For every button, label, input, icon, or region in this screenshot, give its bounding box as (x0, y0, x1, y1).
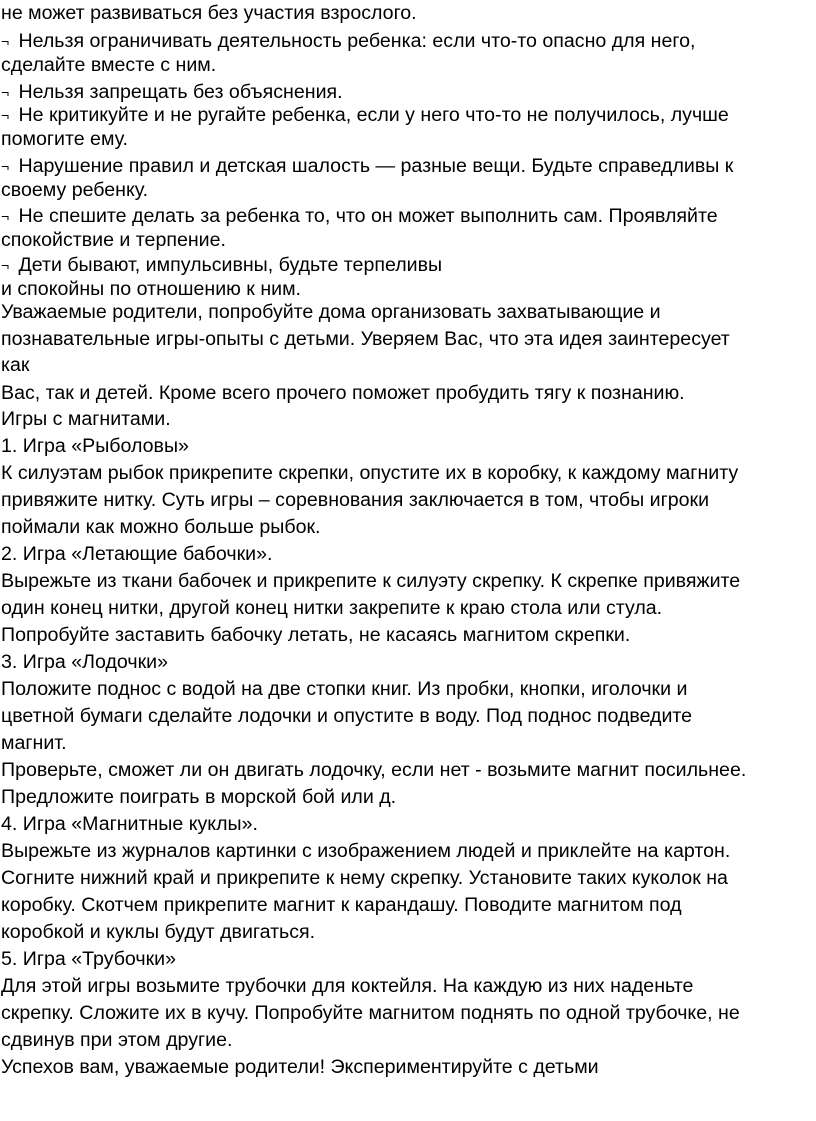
bullet-icon: ¬ (1, 257, 10, 273)
tip-4-line-2: своему ребенку. (1, 179, 149, 201)
appeal-line-3: как (1, 354, 30, 376)
game-3-line-1: Положите поднос с водой на две стопки книг. Из пробки, кнопки, иголочки и (1, 678, 688, 700)
game-2-line-1: Вырежьте из ткани бабочек и прикрепите к силуэту скрепку. К скрепке привяжите (1, 570, 741, 592)
tip-3-line-1: ¬ Не критикуйте и не ругайте ребенка, если у него что-то не получилось, лучше (1, 104, 729, 126)
game-4-line-2: Согните нижний край и прикрепите к нему скрепку. Установите таких куколок на (1, 867, 728, 889)
tip-2-line-1: ¬ Нельзя запрещать без объяснения. (1, 81, 343, 103)
game-4-line-4: коробкой и куклы будут двигаться. (1, 921, 316, 943)
game-4-line-1: Вырежьте из журналов картинки с изображением людей и приклейте на картон. (1, 840, 731, 862)
tip-6-line-1: ¬ Дети бывают, импульсивны, будьте терпеливы (1, 254, 443, 276)
bullet-icon: ¬ (1, 107, 10, 123)
game-2-line-3: Попробуйте заставить бабочку летать, не касаясь магнитом скрепки. (1, 624, 631, 646)
closing-line: Успехов вам, уважаемые родители! Экспериментируйте с детьми (1, 1056, 599, 1078)
tip-5-line-2: спокойствие и терпение. (1, 229, 226, 251)
game-2-title: 2. Игра «Летающие бабочки». (1, 543, 273, 565)
tip-5-line-1: ¬ Не спешите делать за ребенка то, что он может выполнить сам. Проявляйте (1, 205, 718, 227)
game-3-line-4: Проверьте, сможет ли он двигать лодочку, если нет - возьмите магнит посильнее. (1, 759, 747, 781)
tip-1-line-1: ¬ Нельзя ограничивать деятельность ребенка: если что-то опасно для него, (1, 30, 696, 52)
section-title: Игры с магнитами. (1, 408, 171, 430)
tip-1-line-2: сделайте вместе с ним. (1, 54, 217, 76)
game-5-line-1: Для этой игры возьмите трубочки для коктейля. На каждую из них наденьте (1, 975, 694, 997)
game-3-line-3: магнит. (1, 732, 67, 754)
game-1-line-2: привяжите нитку. Суть игры – соревнования заключается в том, чтобы игроки (1, 489, 710, 511)
tip-3-line-2: помогите ему. (1, 128, 128, 150)
tip-4-line-1: ¬ Нарушение правил и детская шалость — разные вещи. Будьте справедливы к (1, 155, 734, 177)
bullet-icon: ¬ (1, 158, 10, 174)
game-1-line-1: К силуэтам рыбок прикрепите скрепки, опустите их в коробку, к каждому магниту (1, 462, 739, 484)
game-3-title: 3. Игра «Лодочки» (1, 651, 168, 673)
appeal-line-4: Вас, так и детей. Кроме всего прочего поможет пробудить тягу к познанию. (1, 382, 685, 404)
intro-line: не может развиваться без участия взрослого. (1, 2, 417, 24)
game-4-line-3: коробку. Скотчем прикрепите магнит к карандашу. Поводите магнитом под (1, 894, 682, 916)
game-5-line-3: сдвинув при этом другие. (1, 1029, 233, 1051)
game-4-title: 4. Игра «Магнитные куклы». (1, 813, 258, 835)
bullet-icon: ¬ (1, 208, 10, 224)
game-1-title: 1. Игра «Рыболовы» (1, 435, 189, 457)
appeal-line-2: познавательные игры-опыты с детьми. Уверяем Вас, что эта идея заинтересует (1, 328, 730, 350)
tip-6-line-2: и спокойны по отношению к ним. (1, 278, 302, 300)
game-5-line-2: скрепку. Сложите их в кучу. Попробуйте магнитом поднять по одной трубочке, не (1, 1002, 740, 1024)
game-3-line-5: Предложите поиграть в морской бой или д. (1, 786, 397, 808)
bullet-icon: ¬ (1, 84, 10, 100)
game-2-line-2: один конец нитки, другой конец нитки закрепите к краю стола или стула. (1, 597, 663, 619)
game-3-line-2: цветной бумаги сделайте лодочки и опустите в воду. Под поднос подведите (1, 705, 693, 727)
bullet-icon: ¬ (1, 33, 10, 49)
game-1-line-3: поймали как можно больше рыбок. (1, 516, 321, 538)
appeal-line-1: Уважаемые родители, попробуйте дома организовать захватывающие и (1, 301, 661, 323)
game-5-title: 5. Игра «Трубочки» (1, 948, 177, 970)
